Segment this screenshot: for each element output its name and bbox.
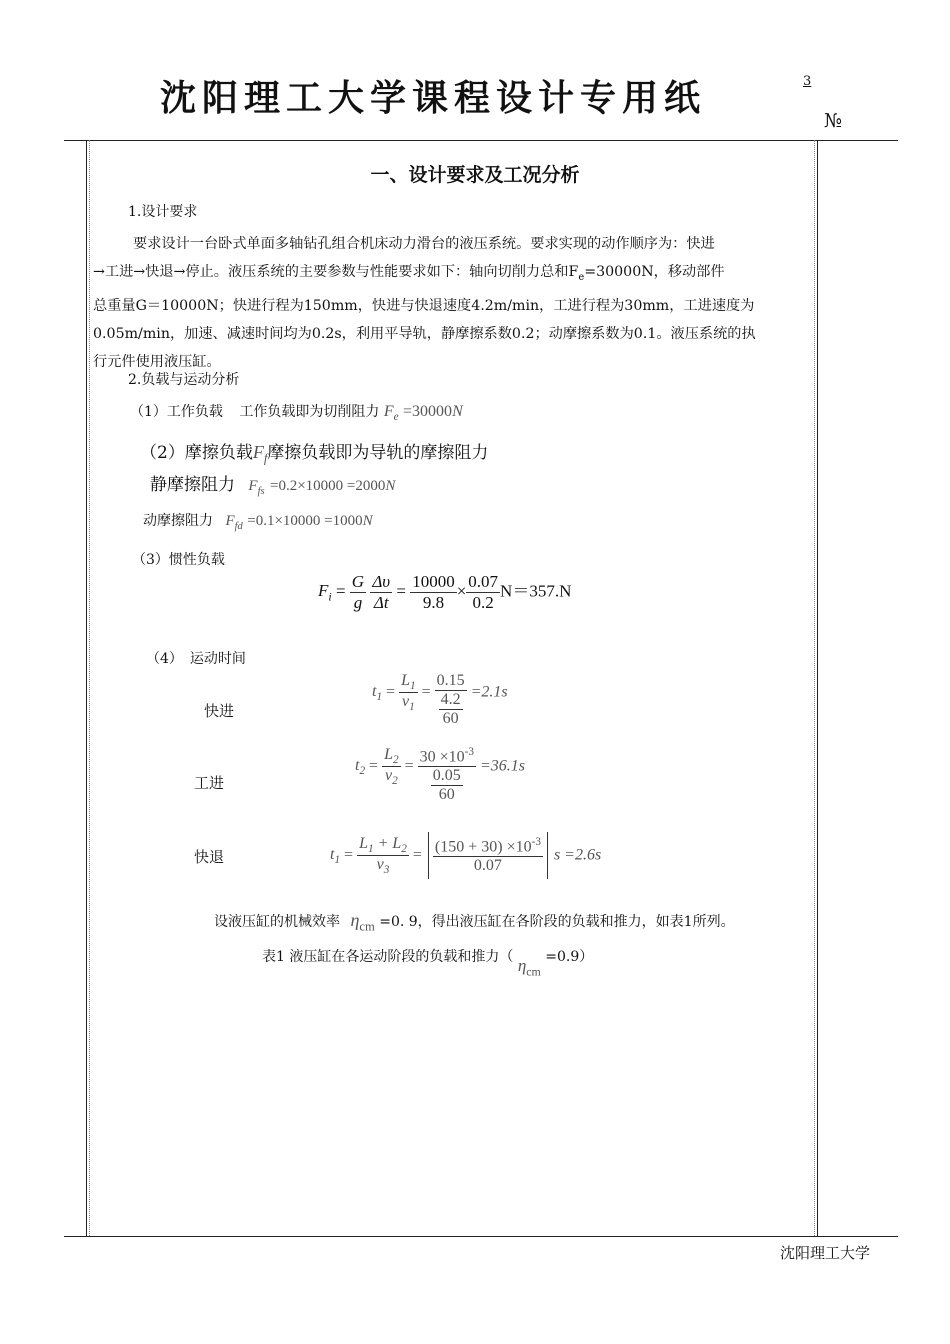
table-caption-pre: 表1 液压缸在各运动阶段的负载和推力（: [262, 949, 514, 965]
t3-num-l1: L: [359, 834, 368, 852]
efficiency-sentence: [214, 910, 735, 935]
page-header-title: 沈阳理工大学课程设计专用纸: [160, 78, 707, 119]
t3-lhs-sub: 1: [334, 854, 341, 867]
t1-n-num: 0.15: [436, 672, 465, 689]
t1-frac-numeric: [435, 672, 467, 728]
inertia-lhs-letter: F: [318, 581, 329, 601]
t2-n-num: [418, 746, 476, 767]
t2-num: [382, 746, 401, 767]
inertia-lhs-sub: i: [328, 589, 332, 604]
t2-lhs-letter: t: [355, 757, 360, 775]
t1-lhs-sub: 1: [376, 691, 383, 704]
paragraph-line-5: 行元件使用液压缸。: [93, 353, 221, 370]
footer-university: 沈阳理工大学: [780, 1244, 871, 1262]
inertia-lhs: [318, 581, 332, 604]
fe-symbol-letter: F: [568, 264, 579, 280]
t1-inner-frac: [439, 691, 463, 728]
t3-den-sub: 3: [383, 864, 390, 877]
t1-den-letter: v: [401, 693, 410, 711]
friction-symbol: $F_f$: [252, 442, 268, 466]
dynamic-friction-line: [143, 510, 373, 532]
inertia-frac-g: [350, 572, 366, 613]
t2-n-den: [418, 767, 476, 804]
t1-formula: $t_1$ = $\frac{L_1}{v_1}$ = $\frac{0.15}{\frac{4.2}{60}}$ =2.1s: [372, 672, 508, 727]
paragraph-line-4: 0.05m/min，加速、减速时间均为0.2s，利用平导轨，静摩擦系数0.2；动摩擦系数为0.1。液压系统的执: [93, 325, 756, 342]
t2-lhs: [355, 757, 366, 778]
friction-load-label: （2）摩擦负载: [140, 443, 253, 463]
table-caption: [262, 946, 594, 979]
work-load-text: 工作负载即为切削阻力: [239, 404, 380, 420]
dynamic-friction-label: 动摩擦阻力: [143, 513, 213, 529]
static-friction-unit: N: [385, 478, 396, 494]
inertia-frac-dv: [370, 572, 392, 613]
t3-n-den: 0.07: [473, 857, 502, 875]
right-border-dotted: [814, 140, 816, 1236]
t3-n-num: [433, 836, 543, 857]
eta-letter: η: [350, 910, 360, 930]
inertia-g-num: G: [351, 572, 365, 591]
t1-den-sub: 1: [409, 701, 415, 714]
t2-frac-symbolic: [382, 746, 401, 787]
left-border: [86, 140, 87, 1236]
inertia-load-heading: （3）惯性负载: [132, 552, 225, 568]
efficiency-sentence-post: =0. 9，得出液压缸在各阶段的负载和推力，如表1所列。: [379, 914, 735, 930]
work-load-line: [130, 401, 463, 423]
t3-den-letter: v: [376, 856, 384, 874]
t3-num-sub1: 1: [367, 843, 374, 856]
t2-inner-den: 60: [438, 786, 455, 804]
inertia-n2-num: 0.07: [468, 572, 499, 591]
friction-load-text: 摩擦负载即为导轨的摩擦阻力: [267, 443, 489, 463]
t2-num-letter: L: [384, 746, 393, 763]
t3-frac-numeric: [433, 836, 543, 875]
work-load-label: （1）工作负载: [130, 404, 223, 420]
bottom-rule: [64, 1236, 898, 1237]
t1-den: [399, 693, 418, 713]
static-friction-line: [150, 470, 395, 497]
t3-n-num-sup: -3: [531, 836, 541, 848]
t1-n-den: [435, 691, 467, 728]
t3-num: [357, 835, 409, 856]
dynamic-friction-formula: =0.1×10000 =1000: [247, 513, 363, 529]
t3-formula: $t_1$ = $\frac{L_1 + L_2}{v_3}$ = $\frac{(150 + 30) \times 10^{-3}}{0.07}$ s =2.6s: [330, 832, 601, 879]
t3-bracket: [428, 832, 548, 879]
load-analysis-heading: 2.负载与运动分析: [128, 372, 240, 388]
inertia-n1-num: 10000: [412, 572, 455, 591]
numero-mark: №: [824, 110, 842, 132]
t3-frac-symbolic: [357, 835, 409, 876]
motion-time-heading: （4） 运动时间: [146, 651, 246, 667]
inertia-g-den: g: [353, 593, 363, 612]
work-load-unit: N: [452, 403, 463, 420]
t2-den-sub: 2: [392, 775, 398, 788]
paragraph-line-3: 总重量G＝10000N；快进行程为150mm，快进与快退速度4.2m/min，工进行程为30mm，工进速度为: [93, 297, 755, 314]
t2-den: [382, 767, 401, 787]
t3-lhs: [330, 846, 341, 867]
t1-num-sub: 1: [409, 680, 416, 693]
t3-result: s =2.6s: [553, 846, 602, 864]
inertia-formula: $F_i$ = $\frac{G}{g}$ $\frac{\Delta\upsilon}{\Delta t}$ = $\frac{10000}{9.8}$ × $\frac{0.07}{0.2}$ N＝357.N: [318, 572, 572, 612]
t2-n-num-text: 30 ×10: [419, 748, 465, 766]
static-friction-label: 静摩擦阻力: [150, 475, 235, 495]
fast-return-label: 快退: [194, 848, 225, 866]
t1-num: [399, 672, 418, 693]
table-caption-eta-sub: cm: [526, 964, 541, 979]
design-requirements-paragraph: [93, 230, 811, 376]
work-feed-label: 工进: [194, 774, 225, 792]
friction-load-line: [140, 438, 488, 467]
t1-frac-symbolic: [399, 672, 418, 713]
static-friction-formula: =0.2×10000 =2000: [270, 478, 386, 494]
eta-sub: cm: [359, 919, 375, 934]
t3-num-l2: L: [392, 834, 402, 852]
inertia-dv-den: Δt: [373, 593, 389, 612]
t2-inner-frac: [431, 767, 463, 804]
t2-num-sub: 2: [392, 754, 399, 767]
page-number: 3: [803, 74, 812, 89]
work-load-symbol: $F_e$: [383, 403, 399, 424]
inertia-n1-den: 9.8: [422, 593, 445, 612]
top-rule: [64, 140, 898, 141]
fe-symbol-sub: e: [578, 271, 585, 283]
fast-forward-label: 快进: [204, 702, 235, 720]
work-load-formula: =30000: [403, 403, 453, 420]
paragraph-line-2-text: →工进→快退→停止。液压系统的主要参数与性能要求如下：轴向切削力总和: [93, 264, 569, 280]
eta-symbol: [350, 910, 375, 934]
t1-inner-num: 4.2: [440, 691, 461, 708]
t1-lhs-letter: t: [372, 683, 377, 701]
t3-num-sub2: 2: [401, 843, 407, 856]
paragraph-line-1: 要求设计一台卧式单面多轴钻孔组合机床动力滑台的液压系统。要求实现的动作顺序为：快进: [133, 236, 715, 252]
design-requirements-heading: 1.设计要求: [128, 204, 198, 220]
t3-n-num-text: (150 + 30) ×10: [434, 838, 532, 856]
table-caption-eta-letter: η: [517, 956, 527, 975]
t2-lhs-sub: 2: [359, 765, 366, 778]
inertia-frac-n2: [466, 572, 500, 613]
left-border-dotted: [89, 140, 91, 1236]
table-caption-eta: [517, 956, 541, 979]
t2-n-num-sup: -3: [464, 746, 474, 758]
fe-symbol: [568, 264, 585, 283]
efficiency-sentence-pre: 设液压缸的机械效率: [214, 914, 340, 930]
inertia-result: N＝357.N: [500, 581, 572, 601]
inertia-dv-num: Δυ: [372, 572, 391, 591]
section-title: 一、设计要求及工况分析: [370, 164, 580, 186]
t2-den-letter: v: [384, 767, 393, 785]
t2-result: =36.1s: [479, 757, 525, 775]
t1-result: =2.1s: [470, 683, 508, 701]
static-friction-symbol: $F_{fs}$: [248, 478, 265, 497]
t3-num-plus: +: [373, 834, 393, 852]
t3-lhs-letter: t: [330, 846, 335, 864]
t2-frac-numeric: [418, 746, 476, 804]
t2-formula: $t_2$ = $\frac{L_2}{v_2}$ = $\frac{30 \times 10^{-3}}{\frac{0.05}{60}}$ =36.1s: [355, 746, 525, 804]
dynamic-friction-symbol: $F_{fd}$: [225, 513, 243, 532]
dynamic-friction-unit: N: [362, 513, 373, 529]
inertia-frac-n1: [410, 572, 457, 613]
paragraph-line-2: [93, 258, 811, 292]
paragraph-line-2-tail: =30000N，移动部件: [584, 264, 725, 280]
t1-num-letter: L: [401, 672, 410, 689]
right-border: [817, 140, 818, 1236]
table-caption-post: =0.9）: [545, 949, 594, 965]
inertia-n2-den: 0.2: [472, 593, 494, 612]
t3-den: [357, 856, 409, 876]
t1-lhs: [372, 683, 383, 704]
t1-inner-den: 60: [442, 710, 459, 727]
t2-inner-num: 0.05: [432, 767, 461, 785]
